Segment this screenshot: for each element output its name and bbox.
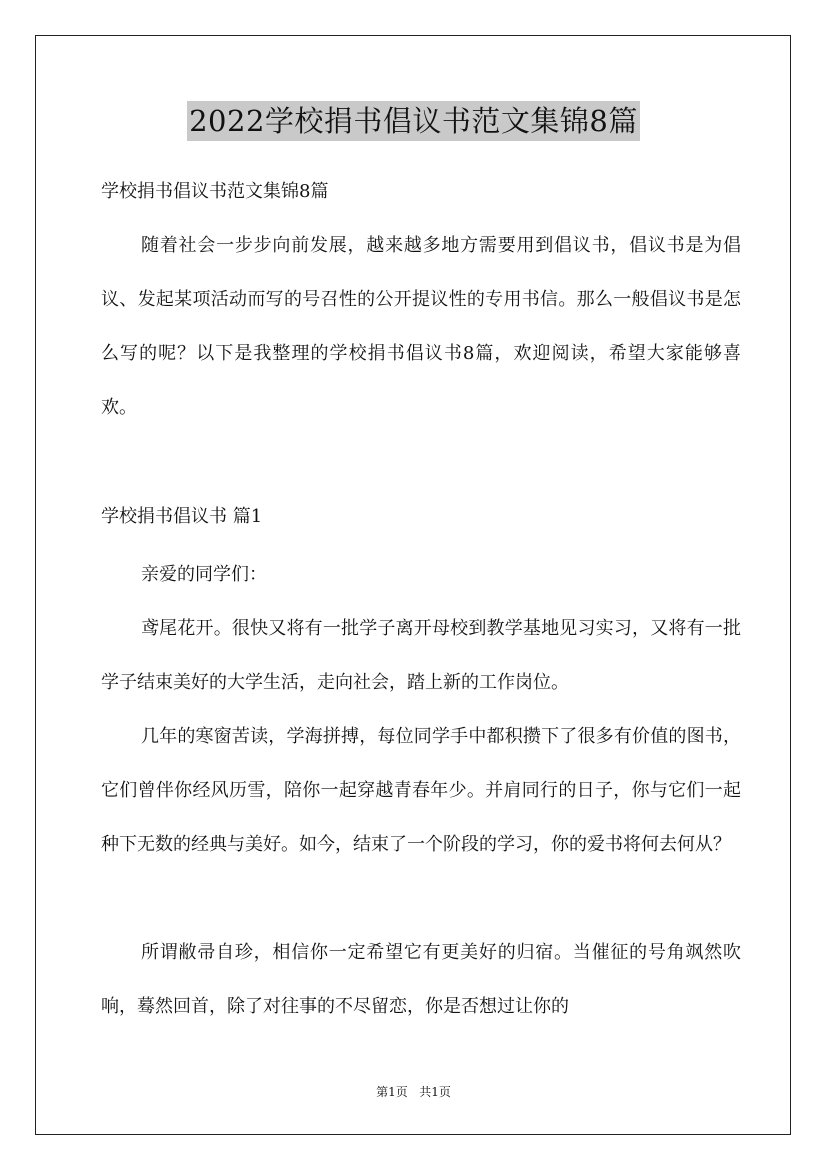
page-number: 第1页 (376, 1085, 408, 1099)
intro-paragraph: 随着社会一步步向前发展，越来越多地方需要用到倡议书，倡议书是为倡议、发起某项活动而写的号召性的公开提议性的专用书信。那么一般倡议书是怎么写的呢？以下是我整理的学校捐书倡议书8篇，欢迎阅读，希望大家能够喜欢。 (101, 235, 741, 418)
body-paragraph: 几年的寒窗苦读，学海拼搏，每位同学手中都积攒下了很多有价值的图书，它们曾伴你经风历雪，陪你一起穿越青春年少。并肩同行的日子，你与它们一起种下无数的经典与美好。如今，结束了一个阶段的学习，你的爱书将何去何从？ (101, 726, 741, 855)
body-paragraph: 所谓敝帚自珍，相信你一定希望它有更美好的归宿。当催征的号角飒然吹响，蓦然回首，除了对往事的不尽留恋，你是否想过让你的 (101, 942, 741, 1017)
page-total: 共1页 (419, 1085, 451, 1099)
body-paragraph: 鸢尾花开。很快又将有一批学子离开母校到教学基地见习实习，又将有一批学子结束美好的大学生活，走向社会，踏上新的工作岗位。 (101, 618, 741, 693)
greeting: 亲爱的同学们： (141, 564, 267, 585)
document-title-wrapper (0, 101, 827, 141)
section-heading: 学校捐书倡议书 篇1 (101, 506, 263, 527)
document-subtitle: 学校捐书倡议书范文集锦8篇 (101, 181, 329, 202)
document-title: 2022学校捐书倡议书范文集锦8篇 (187, 101, 640, 141)
page-footer (0, 1083, 827, 1101)
